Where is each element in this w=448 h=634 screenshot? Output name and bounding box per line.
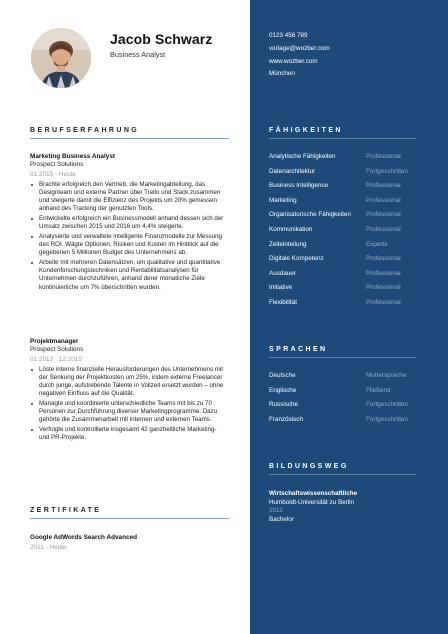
language-name: Deutsche [269, 372, 296, 379]
sidebar-column [250, 0, 448, 634]
education-year: 2012 [269, 507, 284, 515]
education-degree: Bachelor [269, 515, 294, 523]
job-bullet: Arbeite mit mehreren Datensätzen, um qualitative und quantitative Kundenforschungstechniken und Rentabilitätsanalysen für Unternehmen durchzuführen, anhand derer monatliche Ziele kontinuierliche um 7% überschritten wurden. [30, 259, 228, 292]
education-title: Wirtschaftswissenschaftliche [269, 490, 358, 497]
job-role: Business Analyst [110, 50, 166, 59]
job-bullet: Analysierte und verwaltete intelligente Finanzmodelle zur Messung des ROI. Wägte Optionen, Risiken und Kosten im Hinblick auf die gegebenen 5 Millionen Budget des Unternehmens ab. [30, 233, 228, 258]
job-company: Prospect Solutions [30, 346, 84, 353]
avatar-photo [31, 28, 91, 88]
job-bullets [30, 366, 228, 443]
avatar [31, 28, 91, 88]
languages-list [269, 372, 429, 430]
job-bullet: Managte und koordinierte unterschiedliche Teams mit bis zu 70 Personen zur Durchführung diverser Marketingprogramme. Dazu gehörte die Zusammenarbeit mit internen und externen Teams. [30, 400, 228, 425]
phone-text: 0123 456 789 [269, 32, 308, 39]
skill-level: Professional [366, 269, 401, 277]
skill-level: Fortgeschritten [366, 167, 408, 175]
skill-row [269, 241, 429, 256]
city-text: München [269, 70, 295, 78]
language-name: Russische [269, 401, 299, 409]
skill-name: Initiative [269, 284, 293, 292]
language-name: Englische [269, 386, 297, 394]
language-level: Fließend [366, 386, 391, 394]
skill-level: Professional [366, 255, 401, 263]
person-name: Jacob Schwarz [110, 31, 213, 47]
skills-heading: FÄHIGKEITEN [269, 127, 343, 134]
language-name: Französisch [269, 415, 303, 423]
skill-row [269, 197, 429, 212]
skill-name: Marketing [269, 196, 297, 204]
job-bullet: Verfolgte und kontrollierte insgesamt 42 ganzheitliche Marketing- und PR-Projekte. [30, 426, 228, 443]
skill-level: Professional [366, 211, 401, 219]
languages-heading: SPRACHEN [269, 346, 328, 353]
job-company: Prospect Solutions [30, 161, 84, 168]
skill-level: Experte [366, 240, 388, 248]
skill-level: Professional [366, 298, 401, 306]
skill-name: Business Intelligence [269, 182, 329, 190]
email-text: vorlage@wozber.com [269, 44, 330, 52]
skill-name: Zeiteinteilung [269, 240, 307, 248]
language-level: Muttersprache [366, 372, 407, 379]
website-text: www.wozber.com [269, 57, 318, 65]
language-row [269, 416, 429, 431]
skill-level: Professional [366, 182, 401, 190]
skill-row [269, 168, 429, 183]
skill-name: Digitale Kompetenz [269, 255, 324, 263]
skill-row [269, 284, 429, 299]
job-date: 01.2015 · Heute [30, 170, 76, 178]
skill-level: Professional [366, 153, 401, 160]
job-title: Projektmanager [30, 338, 79, 345]
job-entry [30, 338, 228, 444]
education-entry [269, 490, 357, 524]
education-heading: BILDUNGSWEG [269, 463, 349, 470]
skills-list [269, 153, 429, 314]
skill-name: Flexibilität [269, 298, 297, 306]
job-entry [30, 153, 228, 293]
skill-row [269, 211, 429, 226]
skill-row [269, 255, 429, 270]
certificates-heading: ZERTIFIKATE [30, 507, 102, 514]
job-bullet: Brachte erfolgreich den Vertrieb, die Marketingabteilung, das Designteam und externe Partner über Trello und Slack zusammen und steigerte damit die Effizienz des Projekts um 20% gemessen anhand des Tracking der genutzten Tools. [30, 181, 228, 214]
language-row [269, 401, 429, 416]
certificate-date: 2011 · Heute [30, 543, 67, 551]
certificates-divider [30, 518, 229, 519]
language-row [269, 387, 429, 402]
job-date: 01.2013 · 12.2015 [30, 355, 82, 363]
certificate-entry [30, 534, 137, 552]
job-bullets [30, 181, 228, 292]
skill-row [269, 299, 429, 314]
experience-heading: BERUFSERFAHRUNG [30, 127, 140, 134]
job-bullet: Entwickelte erfolgreich ein Businessmodell anhand dessen sich der Umsatz zwischen 2015 und 2016 um 4,4% steigerte. [30, 215, 228, 232]
skill-row [269, 270, 429, 285]
experience-divider [30, 138, 229, 139]
language-level: Fortgeschritten [366, 401, 408, 409]
job-title: Marketing Business Analyst [30, 153, 115, 160]
language-level: Fortgeschritten [366, 415, 408, 423]
languages-divider [269, 357, 416, 358]
skill-level: Professional [366, 284, 401, 292]
skill-name: Analytische Fähigkeiten [269, 153, 336, 160]
skill-name: Datenarchitektur [269, 167, 316, 175]
education-divider [269, 474, 416, 475]
skill-name: Ausdauer [269, 269, 296, 277]
language-row [269, 372, 429, 387]
skills-divider [269, 138, 416, 139]
skill-name: Organisatorische Fähigkeiten [269, 211, 351, 219]
skill-level: Professional [366, 225, 401, 233]
education-school: Humboldt-Universität zu Berlin [269, 498, 355, 506]
certificate-title: Google AdWords Search Advanced [30, 534, 138, 541]
skill-level: Professional [366, 196, 401, 204]
skill-row [269, 226, 429, 241]
skill-row [269, 153, 429, 168]
skill-row [269, 182, 429, 197]
job-bullet: Löste interne finanzielle Herausforderungen des Unternehmens mit der Senkung der Projektkosten um 25%, indem externe Freelancer durch junge, aufstrebende Talente in Vollzeit ersetzt wurden – ohne negativen Einfluss auf die Qualität. [30, 366, 228, 399]
contact-info [269, 30, 330, 81]
skill-name: Kommunikation [269, 225, 313, 233]
